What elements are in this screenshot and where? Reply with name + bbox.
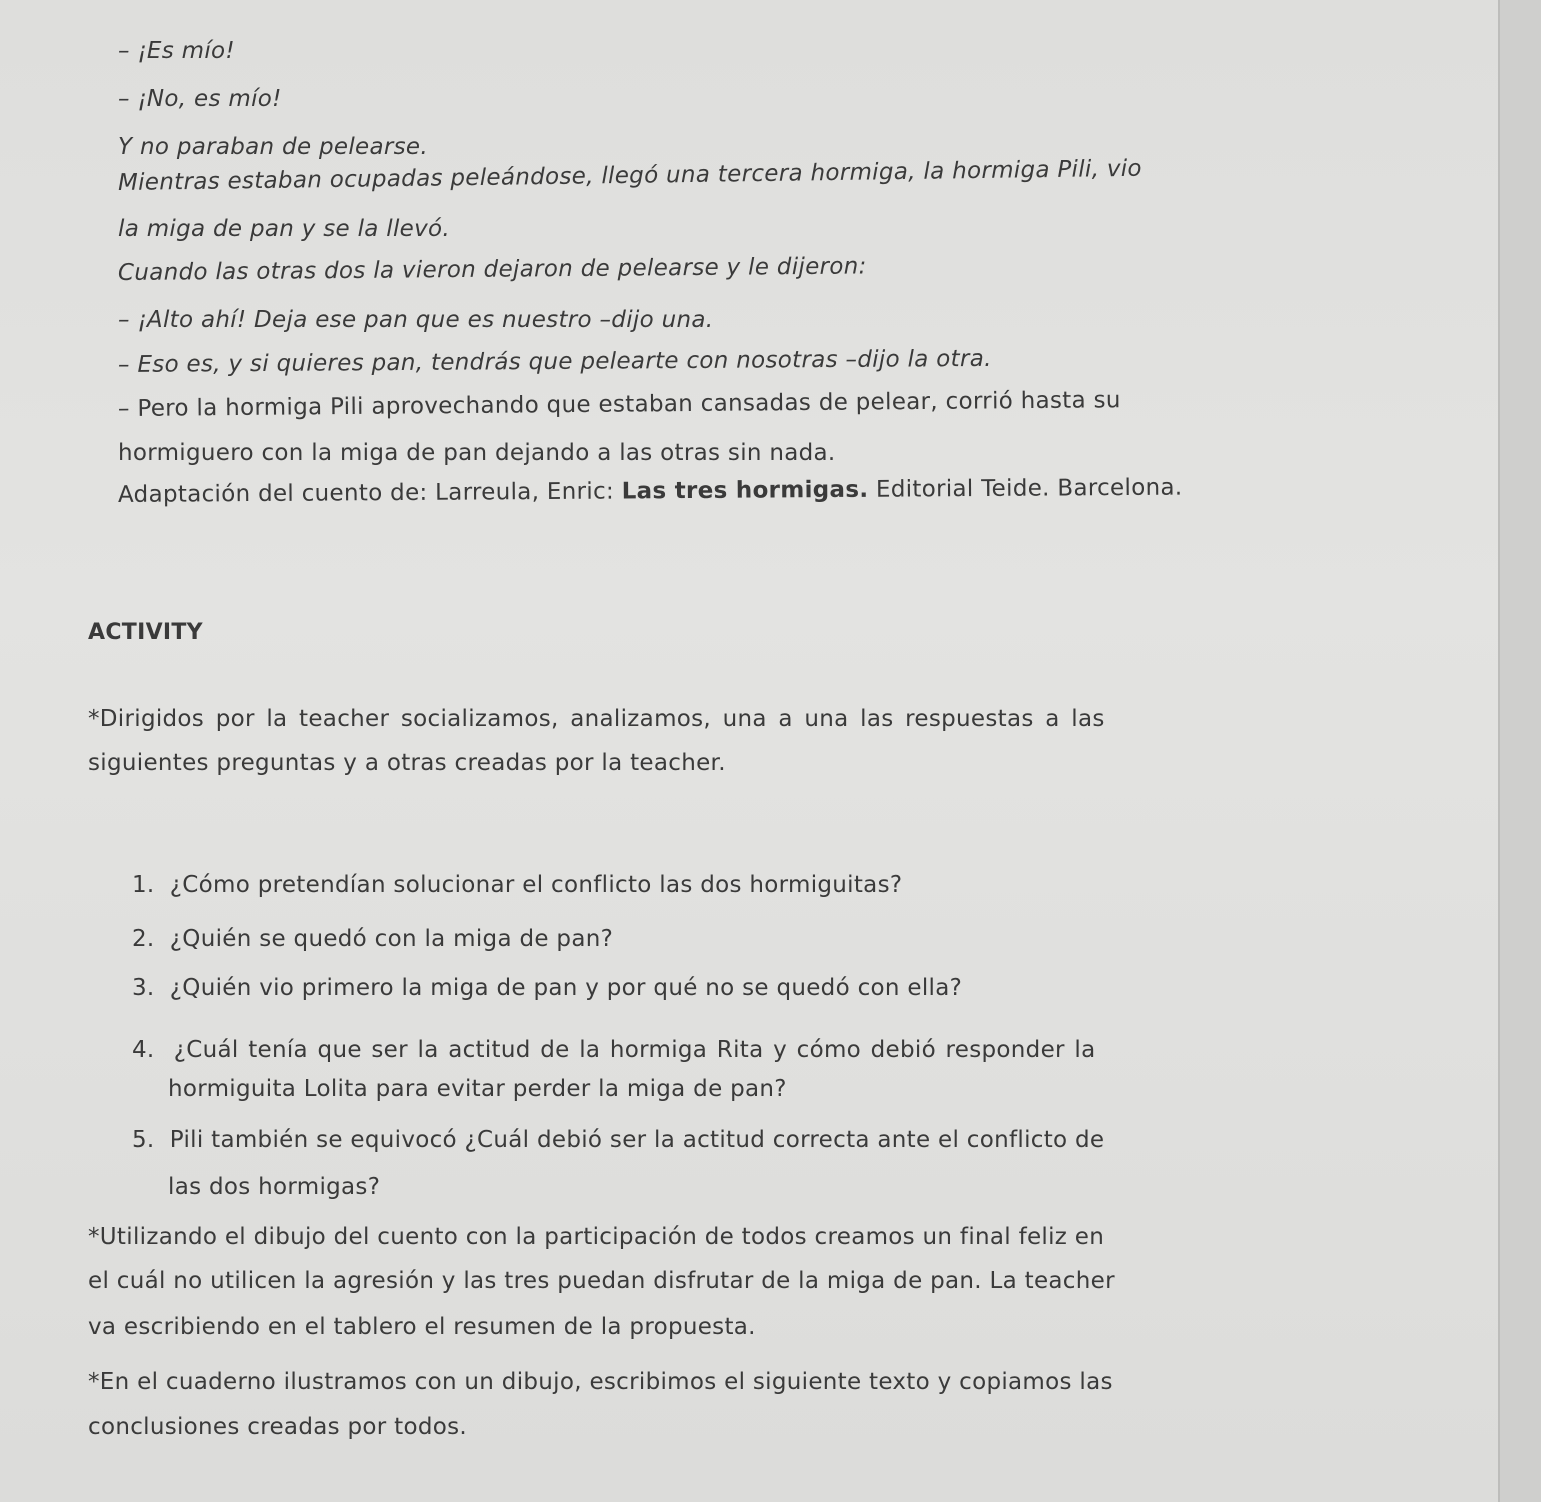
citation-suffix: Editorial Teide. Barcelona. bbox=[868, 474, 1183, 503]
citation-prefix: Adaptación del cuento de: Larreula, Enric: bbox=[117, 478, 622, 508]
book-title: Las tres hormigas. bbox=[621, 476, 869, 505]
paragraph-line: *Utilizando el dibujo del cuento con la participación de todos creamos un final feliz en bbox=[88, 1224, 1105, 1250]
question-4 bbox=[132, 1037, 1095, 1063]
question-number: 1. bbox=[132, 872, 155, 898]
question-number: 5. bbox=[132, 1127, 155, 1153]
question-2 bbox=[132, 926, 613, 952]
story-line: – ¡No, es mío! bbox=[118, 86, 282, 112]
story-line: – ¡Alto ahí! Deja ese pan que es nuestro –dijo una. bbox=[118, 307, 714, 333]
question-4-cont: hormiguita Lolita para evitar perder la miga de pan? bbox=[168, 1076, 787, 1102]
question-text: ¿Cuál tenía que ser la actitud de la hormiga Rita y cómo debió responder la bbox=[173, 1037, 1096, 1063]
story-line: – Eso es, y si quieres pan, tendrás que pelearte con nosotras –dijo la otra. bbox=[117, 345, 992, 378]
paragraph-line: el cuál no utilicen la agresión y las tres puedan disfrutar de la miga de pan. La teacher bbox=[88, 1268, 1115, 1294]
question-5 bbox=[132, 1127, 1104, 1153]
story-line: – ¡Es mío! bbox=[118, 38, 235, 64]
question-text: Pili también se equivocó ¿Cuál debió ser la actitud correcta ante el conflicto de bbox=[169, 1127, 1105, 1153]
question-number: 2. bbox=[132, 926, 155, 952]
activity-intro: *Dirigidos por la teacher socializamos, analizamos, una a una las respuestas a las bbox=[88, 706, 1105, 732]
paragraph-line: conclusiones creadas por todos. bbox=[88, 1414, 467, 1440]
question-1 bbox=[132, 872, 902, 898]
question-text: ¿Quién se quedó con la miga de pan? bbox=[169, 926, 614, 952]
story-line: Cuando las otras dos la vieron dejaron de pelearse y le dijeron: bbox=[117, 253, 867, 286]
paragraph-line: va escribiendo en el tablero el resumen de la propuesta. bbox=[88, 1314, 756, 1340]
question-3 bbox=[132, 975, 962, 1001]
question-5-cont: las dos hormigas? bbox=[168, 1174, 381, 1200]
page-edge bbox=[1498, 0, 1541, 1502]
story-line: – Pero la hormiga Pili aprovechando que estaban cansadas de pelear, corrió hasta su bbox=[117, 387, 1121, 422]
question-text: ¿Cómo pretendían solucionar el conflicto las dos hormiguitas? bbox=[169, 872, 903, 898]
question-text: ¿Quién vio primero la miga de pan y por qué no se quedó con ella? bbox=[169, 975, 963, 1001]
story-line: la miga de pan y se la llevó. bbox=[118, 216, 451, 242]
story-line: hormiguero con la miga de pan dejando a las otras sin nada. bbox=[118, 440, 836, 466]
paragraph-line: *En el cuaderno ilustramos con un dibujo, escribimos el siguiente texto y copiamos las bbox=[88, 1369, 1113, 1395]
question-number: 4. bbox=[132, 1037, 155, 1063]
story-line: Y no paraban de pelearse. bbox=[118, 134, 428, 160]
activity-intro: siguientes preguntas y a otras creadas por la teacher. bbox=[88, 750, 726, 776]
activity-heading: ACTIVITY bbox=[88, 620, 203, 645]
story-line: Mientras estaban ocupadas peleándose, llegó una tercera hormiga, la hormiga Pili, vio bbox=[117, 155, 1143, 196]
question-number: 3. bbox=[132, 975, 155, 1001]
